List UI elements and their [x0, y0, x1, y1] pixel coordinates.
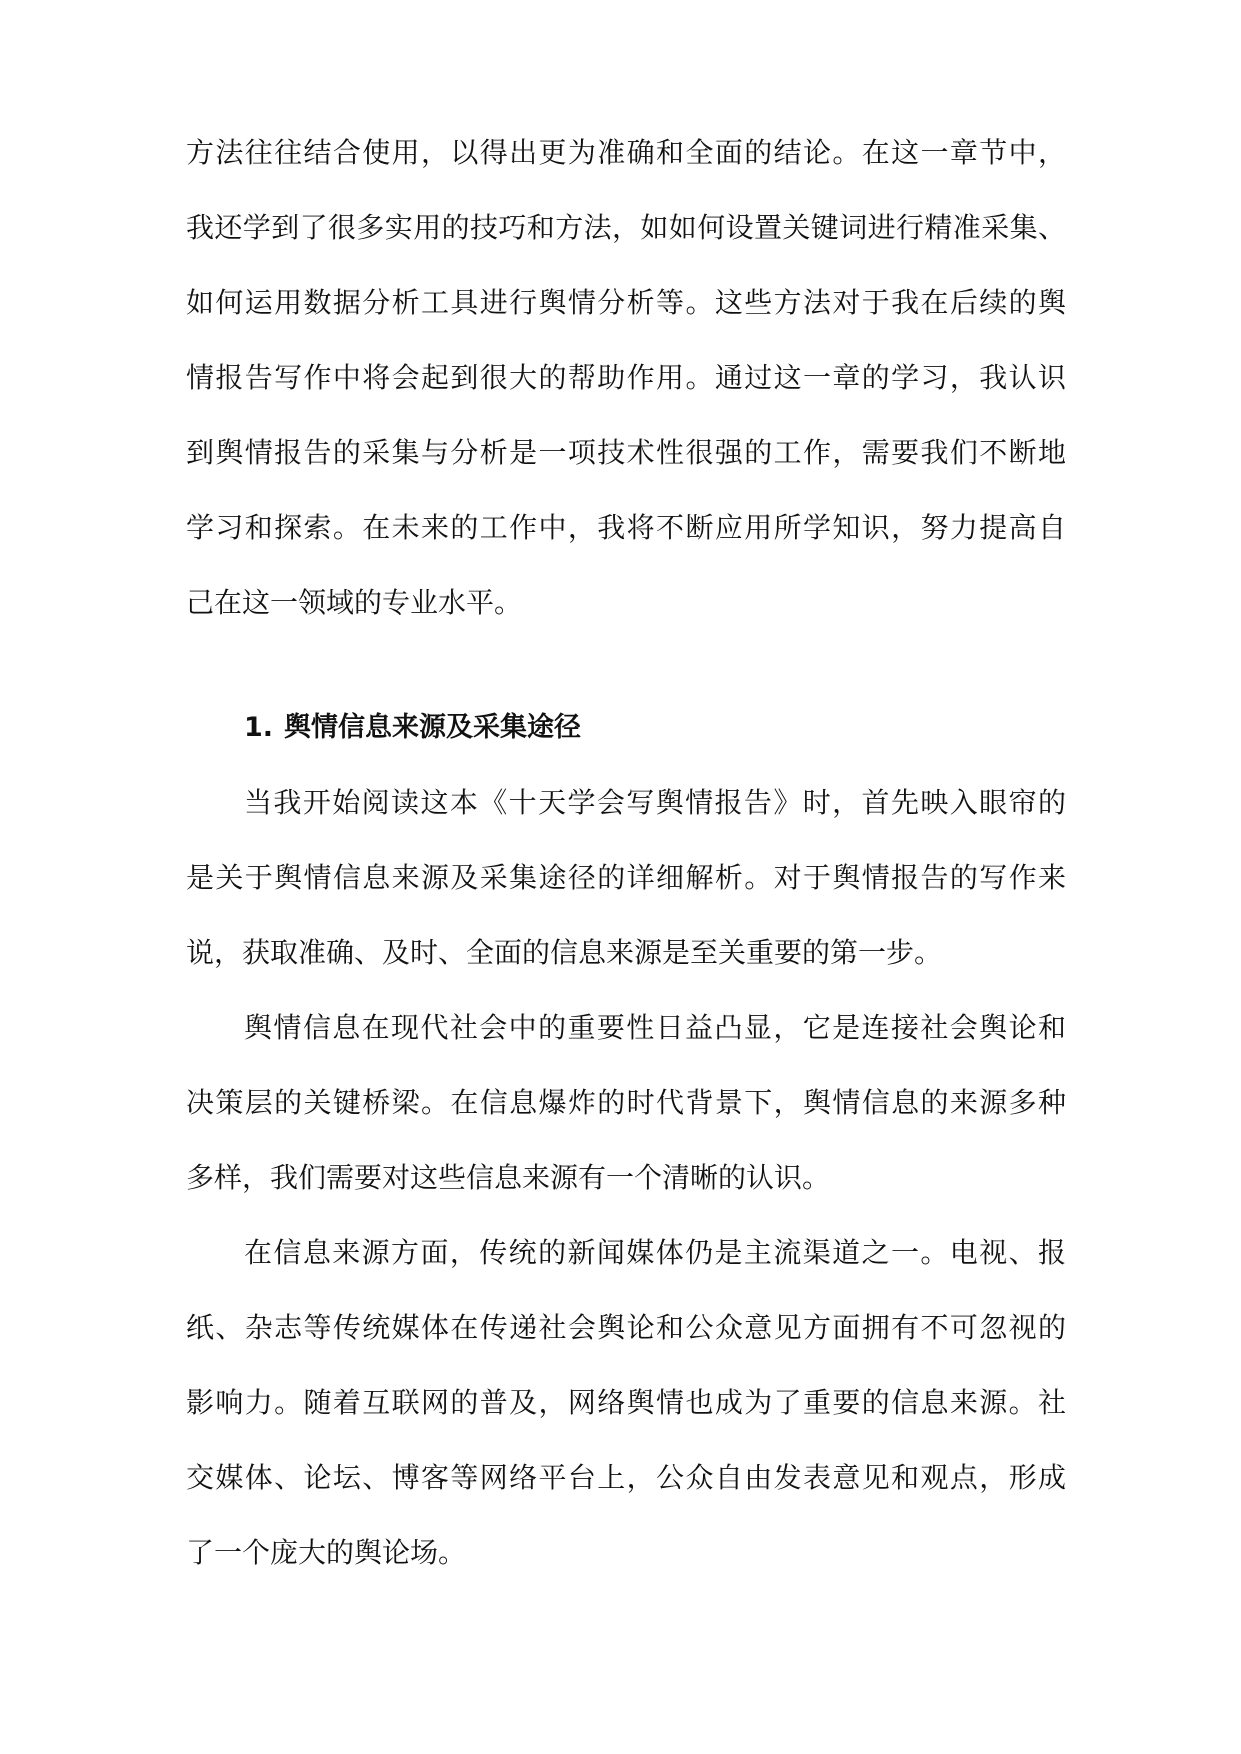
- paragraph-line: 多样，我们需要对这些信息来源有一个清晰的认识。: [186, 1161, 831, 1194]
- paragraph-line: 纸、杂志等传统媒体在传递社会舆论和公众意见方面拥有不可忽视的: [186, 1311, 1066, 1344]
- paragraph-line: 说，获取准确、及时、全面的信息来源是至关重要的第一步。: [186, 936, 943, 969]
- paragraph-line: 交媒体、论坛、博客等网络平台上，公众自由发表意见和观点，形成: [186, 1461, 1066, 1494]
- continuation-line: 情报告写作中将会起到很大的帮助作用。通过这一章的学习，我认识: [186, 361, 1066, 394]
- continuation-line: 到舆情报告的采集与分析是一项技术性很强的工作，需要我们不断地: [186, 436, 1066, 469]
- paragraph-line: 是关于舆情信息来源及采集途径的详细解析。对于舆情报告的写作来: [186, 861, 1066, 894]
- paragraph-line: 在信息来源方面，传统的新闻媒体仍是主流渠道之一。电视、报: [244, 1236, 1066, 1269]
- continuation-line: 学习和探索。在未来的工作中，我将不断应用所学知识，努力提高自: [186, 511, 1066, 544]
- paragraph-line: 了一个庞大的舆论场。: [186, 1536, 467, 1569]
- continuation-line: 己在这一领域的专业水平。: [186, 586, 523, 619]
- section-heading: [244, 708, 581, 748]
- section-title: 舆情信息来源及采集途径: [284, 712, 581, 743]
- paragraph-line: 当我开始阅读这本《十天学会写舆情报告》时，首先映入眼帘的: [244, 786, 1066, 819]
- section-number: 1.: [244, 712, 274, 743]
- continuation-line: 方法往往结合使用，以得出更为准确和全面的结论。在这一章节中，: [186, 136, 1066, 169]
- paragraph-line: 决策层的关键桥梁。在信息爆炸的时代背景下，舆情信息的来源多种: [186, 1086, 1066, 1119]
- paragraph-line: 影响力。随着互联网的普及，网络舆情也成为了重要的信息来源。社: [186, 1386, 1066, 1419]
- continuation-line: 如何运用数据分析工具进行舆情分析等。这些方法对于我在后续的舆: [186, 286, 1066, 319]
- paragraph-line: 舆情信息在现代社会中的重要性日益凸显，它是连接社会舆论和: [244, 1011, 1066, 1044]
- continuation-line: 我还学到了很多实用的技巧和方法，如如何设置关键词进行精准采集、: [186, 211, 1066, 244]
